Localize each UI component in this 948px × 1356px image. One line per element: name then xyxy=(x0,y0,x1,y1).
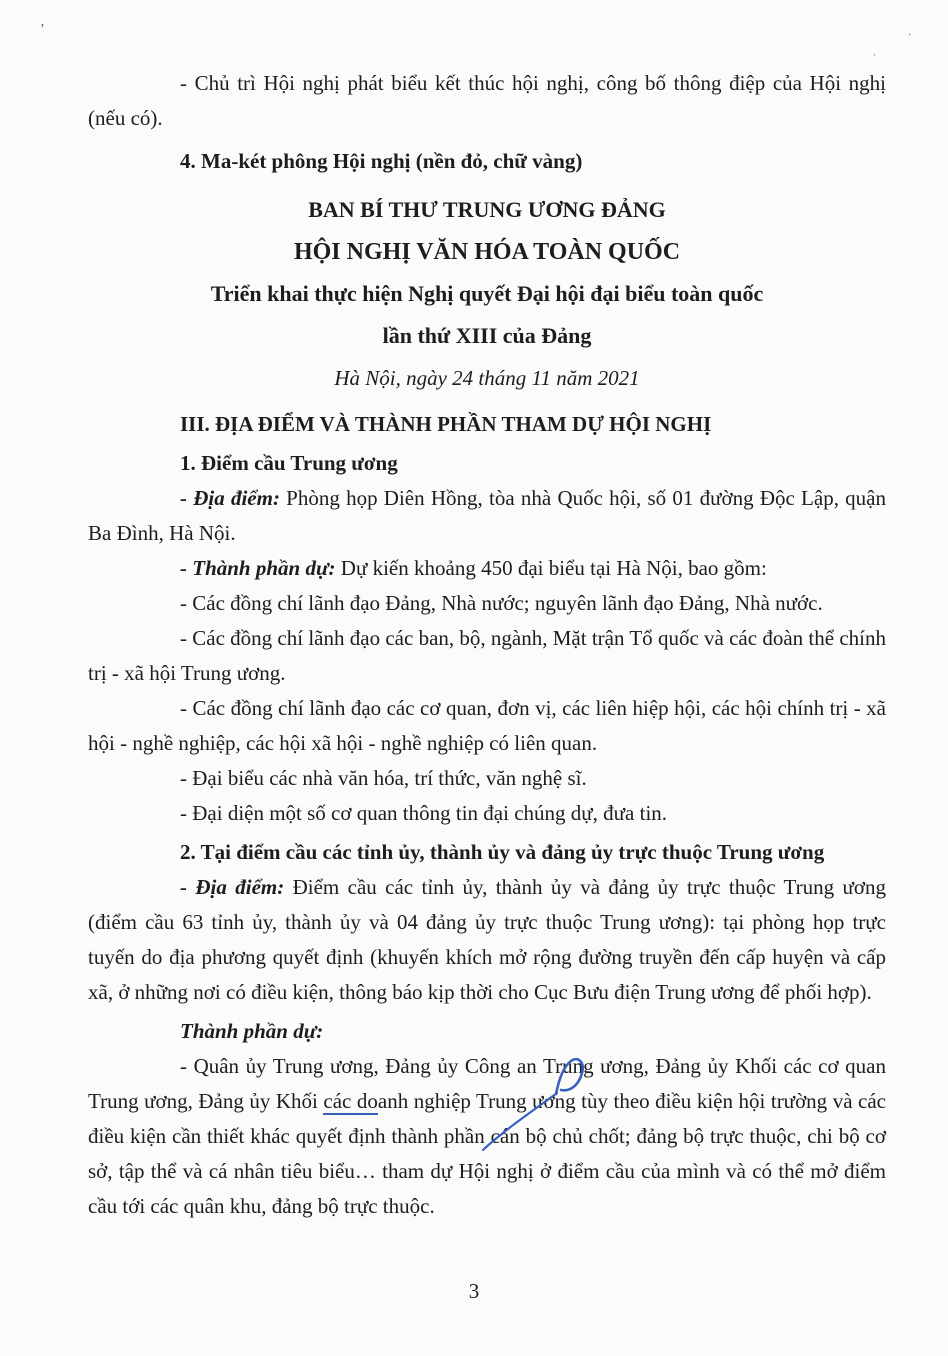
text-dia-diem-2: Điểm cầu các tỉnh ủy, thành ủy và đảng ủy trực thuộc Trung ương (điểm cầu 63 tỉnh ủy, thành ủy và 04 đảng ủy trực thuộc Trung ương): tại phòng họp trực tuyến do địa phương quyết định (khuyến khích mở rộng đường truyền đến cấp huyện và cấp xã, ở những nơi có điều kiện, thông báo kịp thời cho Cục Bưu điện Trung ương để phối hợp). xyxy=(88,875,886,1004)
text-final-1: - Quân ủy Trung ương, Đảng ủy Công an Trung ương, Đảng ủy Khối các cơ quan Trung ương, Đảng ủy Khối xyxy=(88,1054,886,1113)
heading-section-iii: III. ĐỊA ĐIỂM VÀ THÀNH PHẦN THAM DỰ HỘI NGHỊ xyxy=(180,412,712,436)
title-lan-thu-xiii: lần thứ XIII của Đảng xyxy=(382,323,592,348)
title-date-line: Hà Nội, ngày 24 tháng 11 năm 2021 xyxy=(334,366,640,390)
heading-point-2: 2. Tại điểm cầu các tỉnh ủy, thành ủy và đảng ủy trực thuộc Trung ương xyxy=(180,840,825,864)
text-final-2: anh nghiệp Trung ương tùy theo điều kiện hội trường và các điều kiện cần thiết khác quyết định thành phần cán bộ chủ chốt; đảng bộ trực thuộc, chi bộ cơ sở, tập thể và cá nhân tiêu biểu… tham dự Hội nghị ở điểm cầu của mình và có thể mở điểm cầu tới các quân khu, đảng bộ trực thuộc. xyxy=(88,1089,886,1218)
list-item: - Đại diện một số cơ quan thông tin đại chúng dự, đưa tin. xyxy=(180,801,668,825)
paragraph-final xyxy=(88,1049,886,1224)
label-thanh-phan: - Thành phần dự: xyxy=(180,556,336,580)
heading-thanh-phan-2: Thành phần dự: xyxy=(180,1019,324,1043)
heading-point-1: 1. Điểm cầu Trung ương xyxy=(180,451,398,475)
list-item: - Các đồng chí lãnh đạo các cơ quan, đơn vị, các liên hiệp hội, các hội chính trị - xã hội - nghề nghiệp, các hội xã hội - nghề nghiệp có liên quan. xyxy=(88,696,886,755)
paragraph-thanh-phan-1 xyxy=(88,551,886,586)
text-dia-diem-1: Phòng họp Diên Hồng, tòa nhà Quốc hội, số 01 đường Độc Lập, quận Ba Đình, Hà Nội. xyxy=(88,486,886,545)
paragraph-dia-diem-1 xyxy=(88,481,886,551)
label-dia-diem: - Địa điểm: xyxy=(180,486,280,510)
paragraph-dia-diem-2 xyxy=(88,870,886,1010)
title-block xyxy=(88,189,886,399)
list-item: - Các đồng chí lãnh đạo các ban, bộ, ngành, Mặt trận Tổ quốc và các đoàn thể chính trị - xã hội Trung ương. xyxy=(88,626,886,685)
list-item: - Các đồng chí lãnh đạo Đảng, Nhà nước; nguyên lãnh đạo Đảng, Nhà nước. xyxy=(180,591,823,615)
title-trien-khai: Triển khai thực hiện Nghị quyết Đại hội đại biểu toàn quốc xyxy=(210,281,764,306)
heading-maket: 4. Ma-két phông Hội nghị (nền đỏ, chữ vàng) xyxy=(180,149,583,173)
pen-underlined-text: các do xyxy=(323,1089,378,1113)
text-thanh-phan-1: Dự kiến khoảng 450 đại biểu tại Hà Nội, bao gồm: xyxy=(335,556,767,580)
page-number: 3 xyxy=(468,1279,480,1303)
scan-speck: · xyxy=(908,30,912,41)
title-ban-bi-thu: BAN BÍ THƯ TRUNG ƯƠNG ĐẢNG xyxy=(308,197,666,222)
scan-speck: ’ xyxy=(40,22,45,37)
label-dia-diem: - Địa điểm: xyxy=(180,875,285,899)
scan-speck: · xyxy=(873,50,876,60)
title-hoi-nghi: HỘI NGHỊ VĂN HÓA TOÀN QUỐC xyxy=(293,239,681,265)
list-item: - Đại biểu các nhà văn hóa, trí thức, văn nghệ sĩ. xyxy=(180,766,587,790)
paragraph-chu-tri: - Chủ trì Hội nghị phát biểu kết thúc hội nghị, công bố thông điệp của Hội nghị (nếu có). xyxy=(88,71,886,130)
